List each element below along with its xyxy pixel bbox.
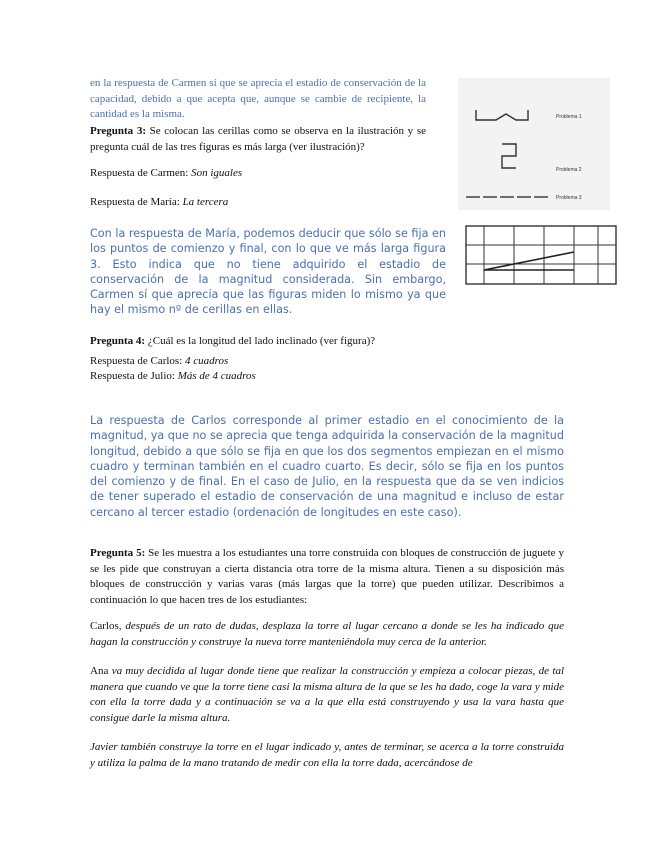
question-3: [90, 124, 426, 155]
matchstick-figure: [458, 78, 610, 210]
answer-prefix: Respuesta de María:: [90, 196, 183, 208]
q4-analysis: La respuesta de Carlos corresponde al primer estadio en el conocimiento de la magnitud, ya que no se aprecia que tenga adquirida la conservación de la magnitud longitud, debido a que sólo se fija en que los dos segmentos empiezan en el mismo cuadro y terminan también en el cuadro cuarto. Es decir, sólo se fija en los puntos del comienzo y de final. En el caso de Julio, en la respuesta que da se ven indicios de tener superado el estadio de conservación de una magnitud e incluso de estar cercano al tercer estadio (ordenación de longitudes en este caso).: [90, 414, 564, 519]
answer-value: Son iguales: [191, 167, 243, 179]
carlos-paragraph: [90, 619, 564, 650]
javier-paragraph: [90, 740, 564, 771]
answer-prefix: Respuesta de Carmen:: [90, 167, 192, 179]
figure-label-1: Problema 1: [556, 114, 582, 120]
grid-figure: [458, 222, 620, 290]
problem-1-shape: [476, 110, 528, 120]
slanted-side: [484, 252, 574, 270]
q3-carmen-answer: [90, 166, 242, 182]
carlos-name: Carlos,: [90, 620, 122, 632]
question-3-text: Se colocan las cerillas como se observa en la ilustración y se pregunta cuál de las tres figuras es más larga (ver ilustración)?: [90, 125, 426, 153]
ana-paragraph: [90, 664, 564, 726]
question-4-text: ¿Cuál es la longitud del lado inclinado (ver figura)?: [145, 335, 376, 347]
answer-value: 4 cuadros: [185, 355, 229, 367]
question-5-label: Pregunta 5:: [90, 547, 146, 559]
carlos-description: después de un rato de dudas, desplaza la torre al lugar cercano a donde se les ha indicado que hagan la construcción y construye la nueva torre manteniéndola muy cerca de la anterior.: [90, 620, 564, 648]
question-4: [90, 334, 560, 350]
q4-carlos-answer: [90, 354, 228, 370]
q3-maria-answer: [90, 195, 228, 211]
question-5: [90, 546, 564, 608]
intro-paragraph: en la respuesta de Carmen sí que se aprecia el estadio de conservación de la capacidad, debido a que acepta que, aunque se cambie de recipiente, la cantidad es la misma.: [90, 77, 426, 120]
q3-analysis: Con la respuesta de María, podemos deducir que sólo se fija en los puntos de comienzo y final, con lo que ve más larga figura 3. Esto indica que no tiene adquirido el estadio de conservación de la magnitud considerada. Sin embargo, Carmen sí que aprecia que las figuras miden lo mismo ya que hay el mismo nº de cerillas en ellas.: [90, 227, 446, 317]
figure-label-2: Problema 2: [556, 167, 582, 173]
answer-value: La tercera: [182, 196, 229, 208]
ana-description: va muy decidida al lugar donde tiene que realizar la construcción y empieza a colocar piezas, de tal manera que cuando ve que la torre tiene casi la misma altura de la que se les ha dado, coge la vara y mide con ella la torre dada y a continuación se va a la que ella está construyendo y usa la vara hasta que consigue darle la misma altura.: [90, 665, 564, 724]
question-3-label: Pregunta 3:: [90, 125, 146, 137]
answer-prefix: Respuesta de Julio:: [90, 370, 178, 382]
ana-name: Ana: [90, 665, 109, 677]
answer-value: Más de 4 cuadros: [177, 370, 256, 382]
answer-prefix: Respuesta de Carlos:: [90, 355, 186, 367]
javier-description: Javier también construye la torre en el lugar indicado y, antes de terminar, se acerca a la torre construida y utiliza la palma de la mano tratando de medir con ella la torre dada, acercándose de: [90, 741, 564, 769]
q4-julio-answer: [90, 369, 256, 385]
question-4-label: Pregunta 4:: [90, 335, 146, 347]
problem-2-shape: [502, 144, 516, 168]
figure-label-3: Problema 3: [556, 195, 582, 201]
question-5-text: Se les muestra a los estudiantes una torre construida con bloques de construcción de juguete y se les pide que construyan a cierta distancia otra torre de la misma altura. Tienen a su disposición más bloques de construcción y varias varas (más largas que la torre) que pueden utilizar. Describimos a continuación lo que hacen tres de los estudiantes:: [90, 547, 564, 606]
